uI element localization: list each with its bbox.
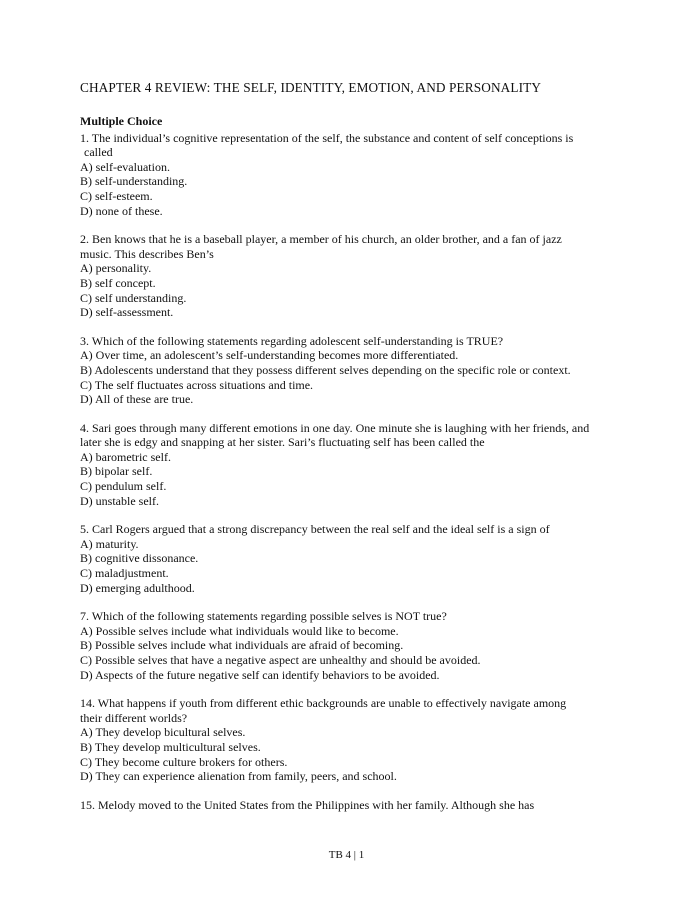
question-stem-line: 1. The individual’s cognitive representation of the self, the substance and content of self conceptions is	[80, 130, 574, 145]
answer-option: C) self understanding.	[80, 290, 187, 305]
answer-option: D) self-assessment.	[80, 305, 174, 320]
question-stem	[80, 421, 640, 450]
question-stem-line: their different worlds?	[80, 710, 188, 725]
question-block	[80, 522, 640, 595]
document-page	[80, 80, 640, 826]
question-stem-line: 7. Which of the following statements regarding possible selves is NOT true?	[80, 609, 447, 624]
answer-option: D) unstable self.	[80, 493, 159, 508]
answer-option: B) Adolescents understand that they possess different selves depending on the specific role or context.	[80, 362, 571, 377]
answer-option: B) self-understanding.	[80, 174, 188, 189]
answer-option: B) cognitive dissonance.	[80, 551, 199, 566]
question-block	[80, 232, 640, 320]
question-stem-line: 5. Carl Rogers argued that a strong discrepancy between the real self and the ideal self is a sign of	[80, 522, 550, 537]
page-footer: TB 4 | 1	[328, 849, 365, 861]
question-stem-line: 14. What happens if youth from different ethic backgrounds are unable to effectively navigate among	[80, 696, 567, 711]
answer-option: B) They develop multicultural selves.	[80, 739, 261, 754]
question-stem	[80, 131, 640, 160]
answer-option: C) maladjustment.	[80, 566, 169, 581]
question-block	[80, 609, 640, 682]
answer-option: A) Possible selves include what individuals would like to become.	[80, 623, 399, 638]
question-stem-line: later she is edgy and snapping at her sister. Sari’s fluctuating self has been called the	[80, 435, 485, 450]
answer-option: C) Possible selves that have a negative aspect are unhealthy and should be avoided.	[80, 653, 481, 667]
answer-option: C) They become culture brokers for others.	[80, 754, 288, 769]
answer-option: A) maturity.	[80, 536, 139, 551]
question-stem-line: 4. Sari goes through many different emotions in one day. One minute she is laughing with her friends, and	[80, 420, 590, 435]
answer-option: C) self-esteem.	[80, 188, 153, 203]
question-stem	[80, 232, 640, 261]
answer-option: A) self-evaluation.	[80, 159, 170, 174]
question-block	[80, 334, 640, 407]
answer-option: B) self concept.	[80, 275, 156, 290]
answer-option: C) pendulum self.	[80, 479, 167, 494]
question-stem-line: 3. Which of the following statements regarding adolescent self-understanding is TRUE?	[80, 333, 504, 348]
question-stem-line: 15. Melody moved to the United States from the Philippines with her family. Although she has	[80, 797, 535, 812]
section-heading: Multiple Choice	[80, 114, 163, 128]
question-block	[80, 798, 640, 813]
answer-option: B) bipolar self.	[80, 464, 153, 479]
answer-option: A) Over time, an adolescent’s self-understanding becomes more differentiated.	[80, 348, 459, 363]
answer-option: D) none of these.	[80, 203, 163, 218]
answer-option: A) They develop bicultural selves.	[80, 725, 246, 740]
question-block	[80, 131, 640, 219]
answer-option: C) The self fluctuates across situations and time.	[80, 377, 314, 392]
answer-option: D) Aspects of the future negative self can identify behaviors to be avoided.	[80, 667, 440, 682]
question-block	[80, 696, 640, 784]
question-stem	[80, 798, 640, 813]
answer-option: D) All of these are true.	[80, 392, 194, 407]
question-stem	[80, 696, 640, 725]
question-list	[80, 131, 640, 813]
question-stem	[80, 334, 640, 349]
answer-option: A) barometric self.	[80, 449, 171, 464]
answer-option: B) Possible selves include what individuals are afraid of becoming.	[80, 638, 404, 653]
question-stem-line: music. This describes Ben’s	[80, 246, 214, 261]
question-stem	[80, 522, 640, 537]
question-stem-line: 2. Ben knows that he is a baseball player, a member of his church, an older brother, and a fan of jazz	[80, 232, 562, 247]
question-stem	[80, 609, 640, 624]
answer-option: D) They can experience alienation from family, peers, and school.	[80, 769, 397, 784]
question-block	[80, 421, 640, 509]
answer-option: D) emerging adulthood.	[80, 580, 195, 595]
chapter-title: CHAPTER 4 REVIEW: THE SELF, IDENTITY, EMOTION, AND PERSONALITY	[80, 80, 542, 95]
answer-option: A) personality.	[80, 261, 152, 276]
question-stem-line: called	[84, 145, 113, 160]
